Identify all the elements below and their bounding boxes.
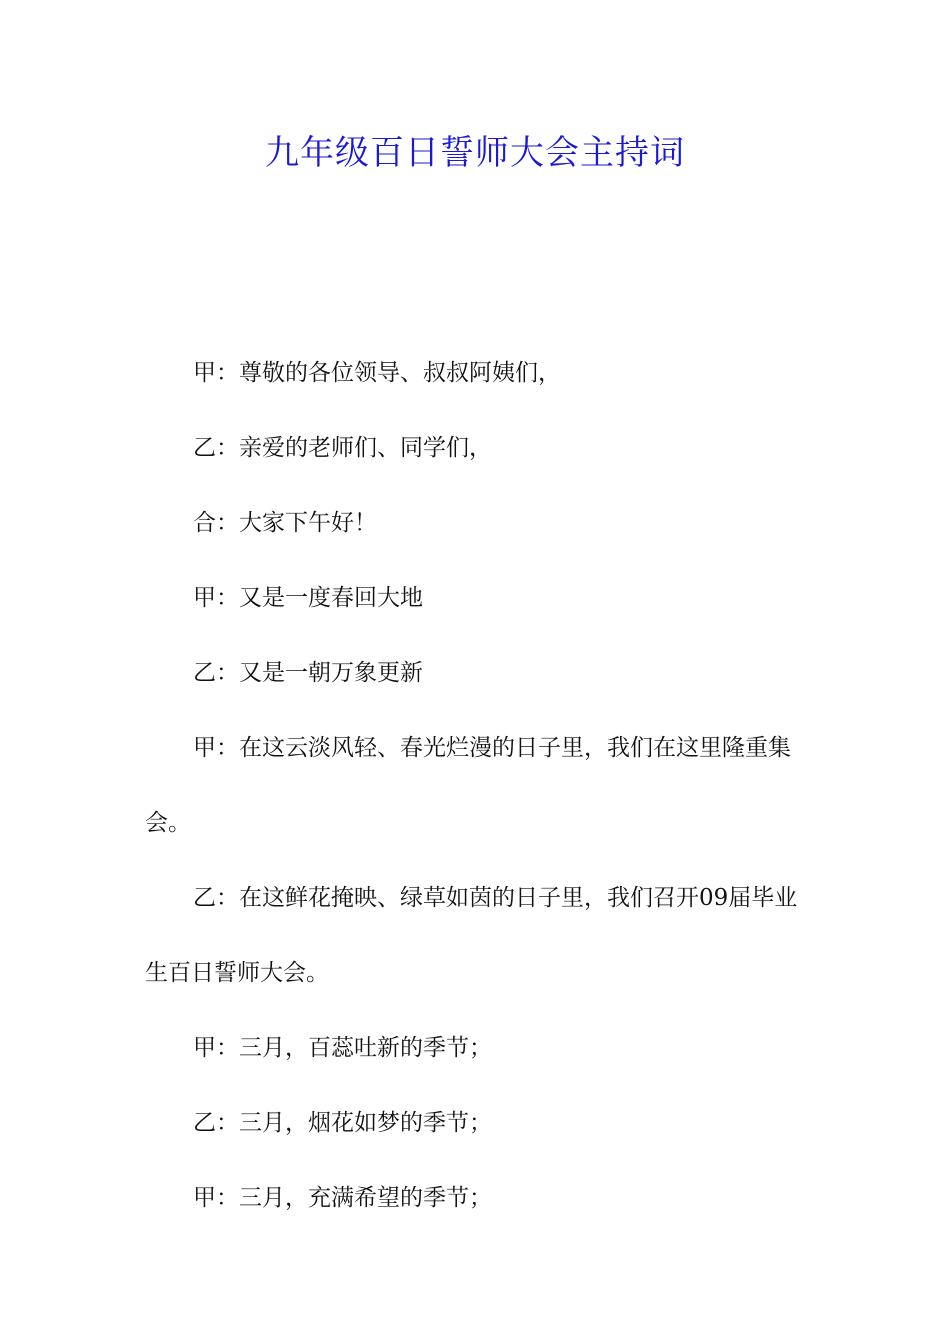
- paragraph: 甲：尊敬的各位领导、叔叔阿姨们，: [193, 360, 561, 386]
- paragraph: 甲：三月，充满希望的季节；: [193, 1185, 492, 1211]
- paragraph: 乙：又是一朝万象更新: [193, 660, 423, 686]
- paragraph: 乙：三月，烟花如梦的季节；: [193, 1110, 492, 1136]
- document-title: 九年级百日誓师大会主持词: [265, 133, 685, 173]
- paragraph: 乙：在这鲜花掩映、绿草如茵的日子里，我们召开09届毕业生百日誓师大会。: [145, 885, 798, 986]
- document-body: [145, 336, 810, 1236]
- paragraph: 甲：三月，百蕊吐新的季节；: [193, 1035, 492, 1061]
- paragraph: 甲：又是一度春回大地: [193, 585, 423, 611]
- paragraph: 甲：在这云淡风轻、春光烂漫的日子里，我们在这里隆重集会。: [145, 735, 791, 836]
- paragraph: 合：大家下午好！: [193, 510, 377, 536]
- paragraph: 乙：亲爱的老师们、同学们，: [193, 435, 492, 461]
